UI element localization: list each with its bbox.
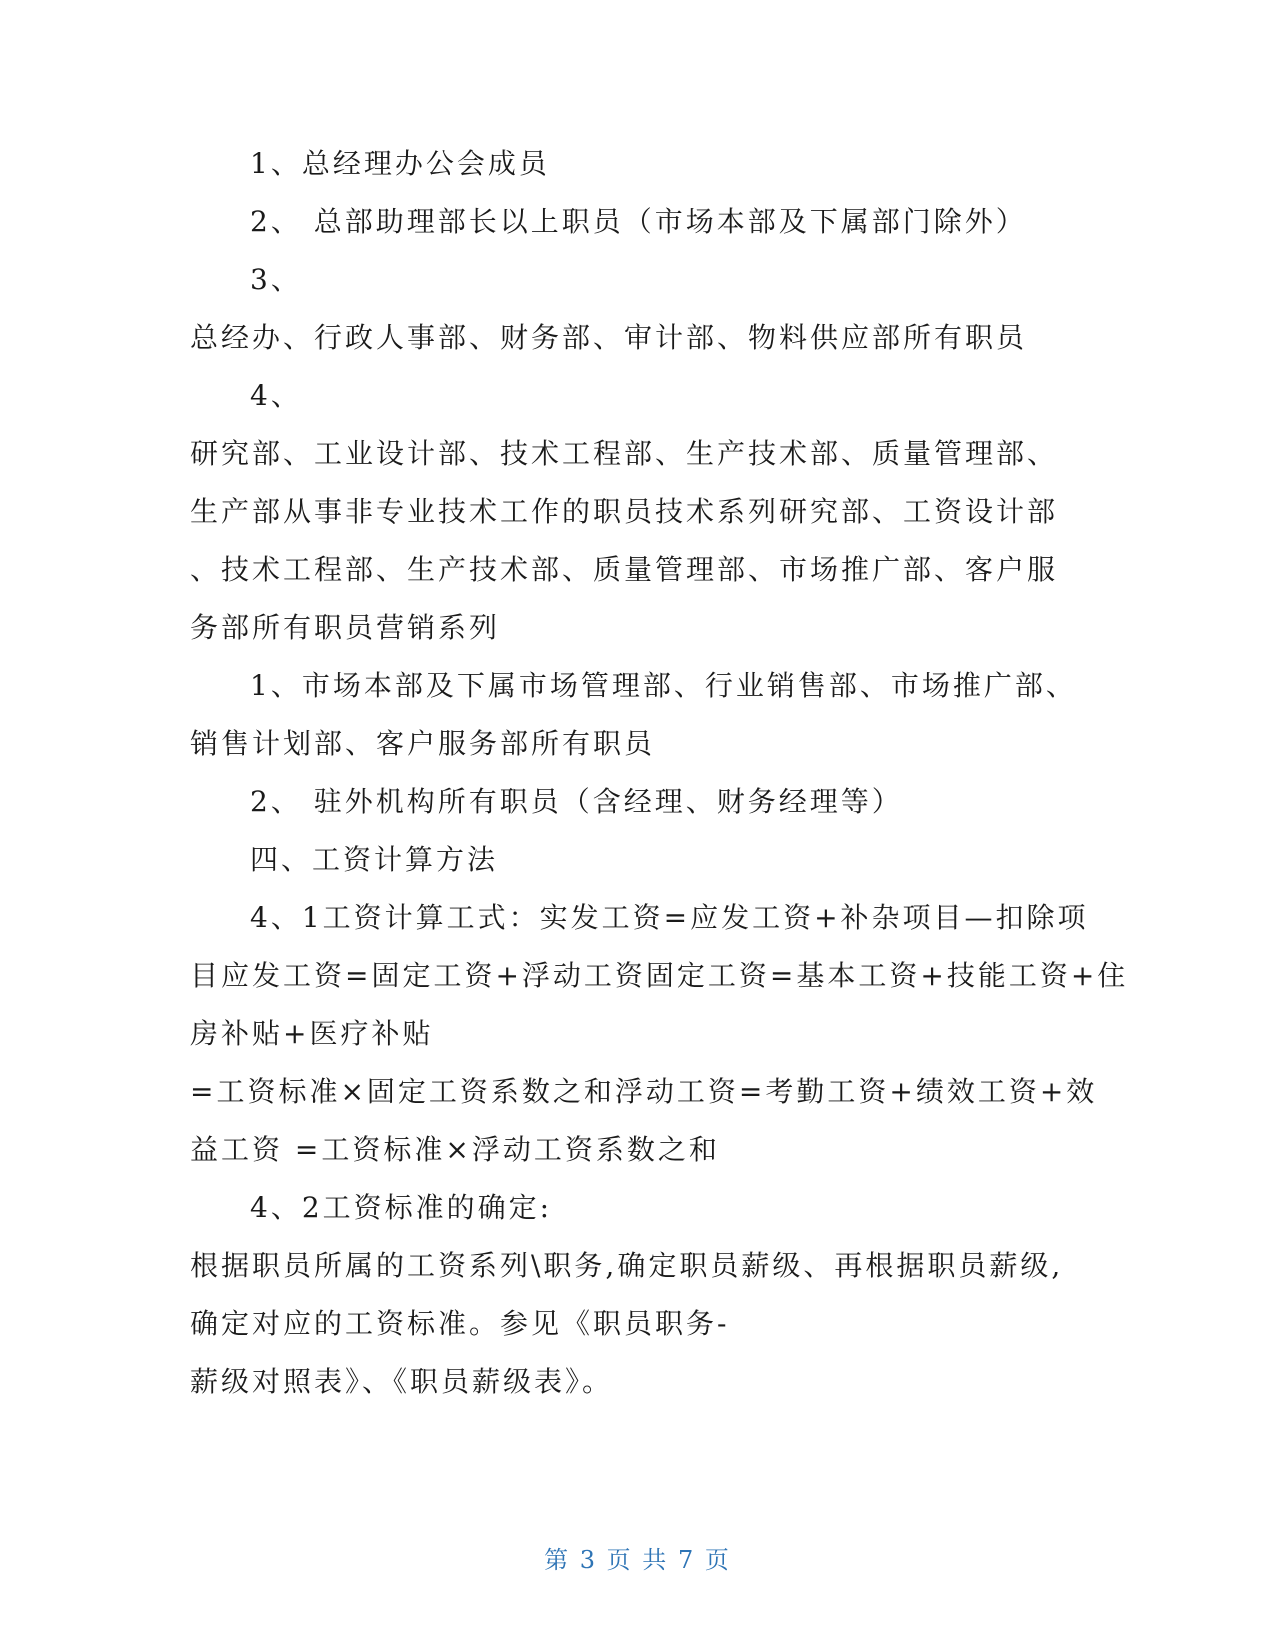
marketing-item-1: 1、市场本部及下属市场管理部、行业销售部、市场推广部、	[250, 669, 1077, 702]
marketing-item-2: 2、 驻外机构所有职员（含经理、财务经理等）	[250, 785, 903, 818]
paragraph-line: 研究部、工业设计部、技术工程部、生产技术部、质量管理部、	[190, 437, 1059, 470]
formula-line: 益工资 =工资标准×浮动工资系数之和	[190, 1133, 720, 1166]
formula-line: 目应发工资=固定工资+浮动工资固定工资=基本工资+技能工资+住	[190, 959, 1129, 992]
paragraph-line: 根据职员所属的工资系列\职务,确定职员薪级、再根据职员薪级,	[190, 1249, 1064, 1282]
list-item-3-text: 总经办、行政人事部、财务部、审计部、物料供应部所有职员	[190, 321, 1028, 354]
subsection-heading: 4、2工资标准的确定:	[250, 1191, 553, 1224]
formula-line: 房补贴+医疗补贴	[190, 1017, 434, 1050]
formula-line: =工资标准×固定工资系数之和浮动工资=考勤工资+绩效工资+效	[190, 1075, 1098, 1108]
paragraph-line: 、技术工程部、生产技术部、质量管理部、市场推广部、客户服	[190, 553, 1059, 586]
list-item-3-number: 3、	[250, 263, 302, 296]
page-number-footer: 第 3 页 共 7 页	[544, 1546, 731, 1574]
list-item-1: 1、总经理办公会成员	[250, 147, 550, 180]
paragraph-line: 薪级对照表》、《职员薪级表》。	[190, 1365, 614, 1398]
paragraph-line: 务部所有职员营销系列	[190, 611, 501, 644]
paragraph-line: 销售计划部、客户服务部所有职员	[190, 727, 656, 760]
paragraph-line: 确定对应的工资标准。参见《职员职务-	[190, 1307, 730, 1340]
formula-line: 4、1工资计算工式：实发工资=应发工资+补杂项目—扣除项	[250, 901, 1089, 934]
section-heading: 四、工资计算方法	[250, 843, 499, 876]
list-item-4-number: 4、	[250, 379, 302, 412]
paragraph-line: 生产部从事非专业技术工作的职员技术系列研究部、工资设计部	[190, 495, 1059, 528]
list-item-2: 2、 总部助理部长以上职员（市场本部及下属部门除外）	[250, 205, 1027, 238]
